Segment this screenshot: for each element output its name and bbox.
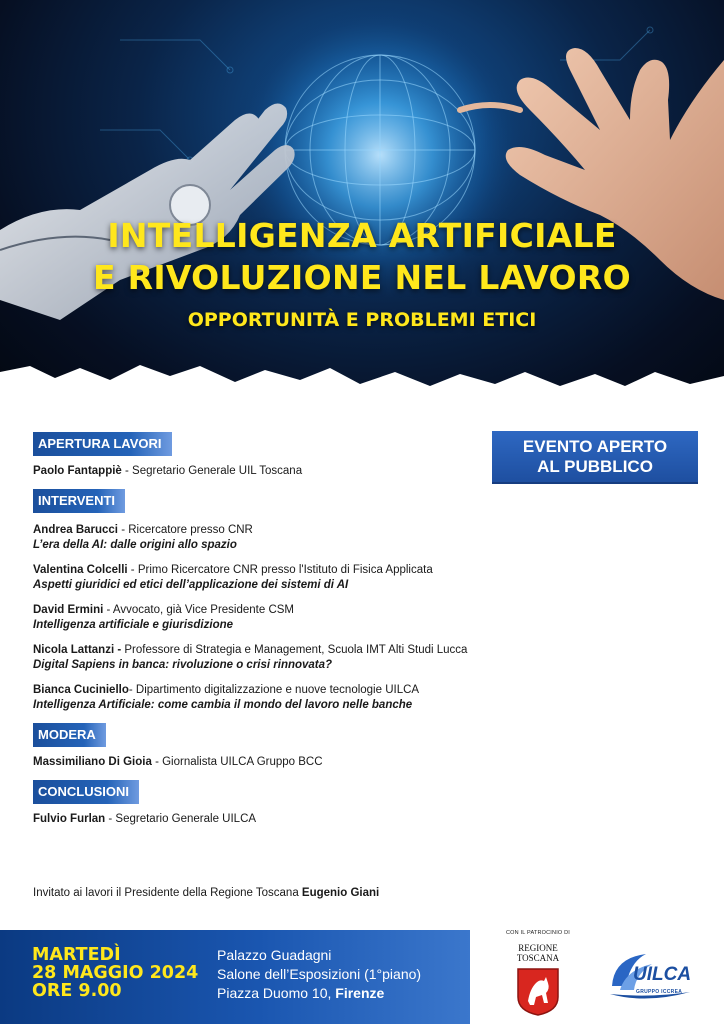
location-line-2: Salone dell’Esposizioni (1°piano) — [217, 966, 422, 982]
event-date — [32, 946, 198, 1000]
speaker-role: - Dipartimento digitalizzazione e nuove tecnologie UILCA — [128, 684, 420, 696]
event-time: ORE 9.00 — [32, 981, 122, 1001]
invite-text: Invitato ai lavori il Presidente della Regione Toscana — [33, 887, 302, 899]
modera-speaker — [33, 755, 693, 770]
torn-paper-edge — [0, 365, 724, 412]
speaker-name: Andrea Barucci — [33, 524, 119, 536]
intervento-item — [33, 603, 693, 633]
talk-title: Intelligenza artificiale e giurisdizione — [33, 619, 234, 631]
speaker-role: - Ricercatore presso CNR — [118, 524, 253, 536]
intervento-item — [33, 523, 693, 553]
location-line-3 — [217, 984, 421, 1003]
speaker-name: Paolo Fantappiè — [33, 465, 122, 477]
region-name-line-1: REGIONE — [518, 943, 558, 953]
section-modera-label: MODERA — [33, 723, 106, 747]
intervento-item — [33, 643, 693, 673]
section-interventi-label: INTERVENTI — [33, 489, 125, 513]
title-line-1: INTELLIGENZA ARTIFICIALE — [107, 216, 617, 255]
speaker-role: - Avvocato, già Vice Presidente CSM — [103, 604, 295, 616]
speaker-name: David Ermini — [33, 604, 104, 616]
section-conclusioni-label: CONCLUSIONI — [33, 780, 139, 804]
title-line-2: E RIVOLUZIONE NEL LAVORO — [93, 258, 631, 297]
invite-note — [33, 887, 379, 899]
patronage-label: CON IL PATROCINIO DI — [505, 930, 571, 936]
region-name-line-2: TOSCANA — [516, 953, 560, 963]
section-apertura-label: APERTURA LAVORI — [33, 432, 172, 456]
speaker-role: Professore di Strategia e Management, Scuola IMT Alti Studi Lucca — [124, 644, 468, 656]
talk-title: Aspetti giuridici ed etici dell’applicazione dei sistemi di AI — [33, 579, 349, 591]
title-block — [0, 215, 724, 333]
talk-title: Intelligenza Artificiale: come cambia il mondo del lavoro nelle banche — [33, 699, 413, 711]
speaker-name: Massimiliano Di Gioia — [33, 756, 152, 768]
event-day: MARTEDÌ — [32, 945, 121, 965]
talk-title: Digital Sapiens in banca: rivoluzione o crisi rinnovata? — [33, 659, 333, 671]
event-location — [217, 946, 421, 1003]
speaker-role: - Segretario Generale UIL Toscana — [121, 465, 303, 477]
location-line-1: Palazzo Guadagni — [217, 947, 332, 963]
intervento-item — [33, 563, 693, 593]
subtitle: OPPORTUNITÀ E PROBLEMI ETICI — [187, 309, 537, 331]
uilca-brand: UILCA — [633, 964, 692, 985]
address: Piazza Duomo 10, — [217, 985, 336, 1001]
talk-title: L’era della AI: dalle origini allo spazio — [33, 539, 237, 551]
apertura-speaker — [33, 464, 693, 479]
regione-toscana-emblem-icon — [516, 967, 560, 1017]
speaker-role: - Segretario Generale UILCA — [105, 813, 257, 825]
conclusioni-speaker — [33, 812, 693, 827]
speaker-name: Bianca Cuciniello — [33, 684, 129, 696]
badge-line-2: AL PUBBLICO — [537, 457, 653, 476]
badge-line-1: EVENTO APERTO — [522, 437, 668, 456]
program — [33, 432, 693, 827]
speaker-name: Valentina Colcelli — [33, 564, 128, 576]
speaker-role: - Giornalista UILCA Gruppo BCC — [151, 756, 323, 768]
speaker-name: Nicola Lattanzi - — [33, 644, 125, 656]
uilca-group: GRUPPO ICCREA — [636, 989, 683, 995]
intervento-item — [33, 683, 693, 713]
uilca-logo — [606, 946, 694, 1010]
city: Firenze — [335, 985, 385, 1001]
speaker-role: - Primo Ricercatore CNR presso l'Istituto di Fisica Applicata — [127, 564, 433, 576]
event-full-date: 28 MAGGIO 2024 — [32, 963, 199, 983]
hero-banner — [0, 0, 724, 412]
speaker-name: Fulvio Furlan — [33, 813, 106, 825]
patronage-block — [498, 930, 578, 1022]
invite-name: Eugenio Giani — [301, 887, 380, 899]
hero-illustration — [0, 0, 724, 412]
